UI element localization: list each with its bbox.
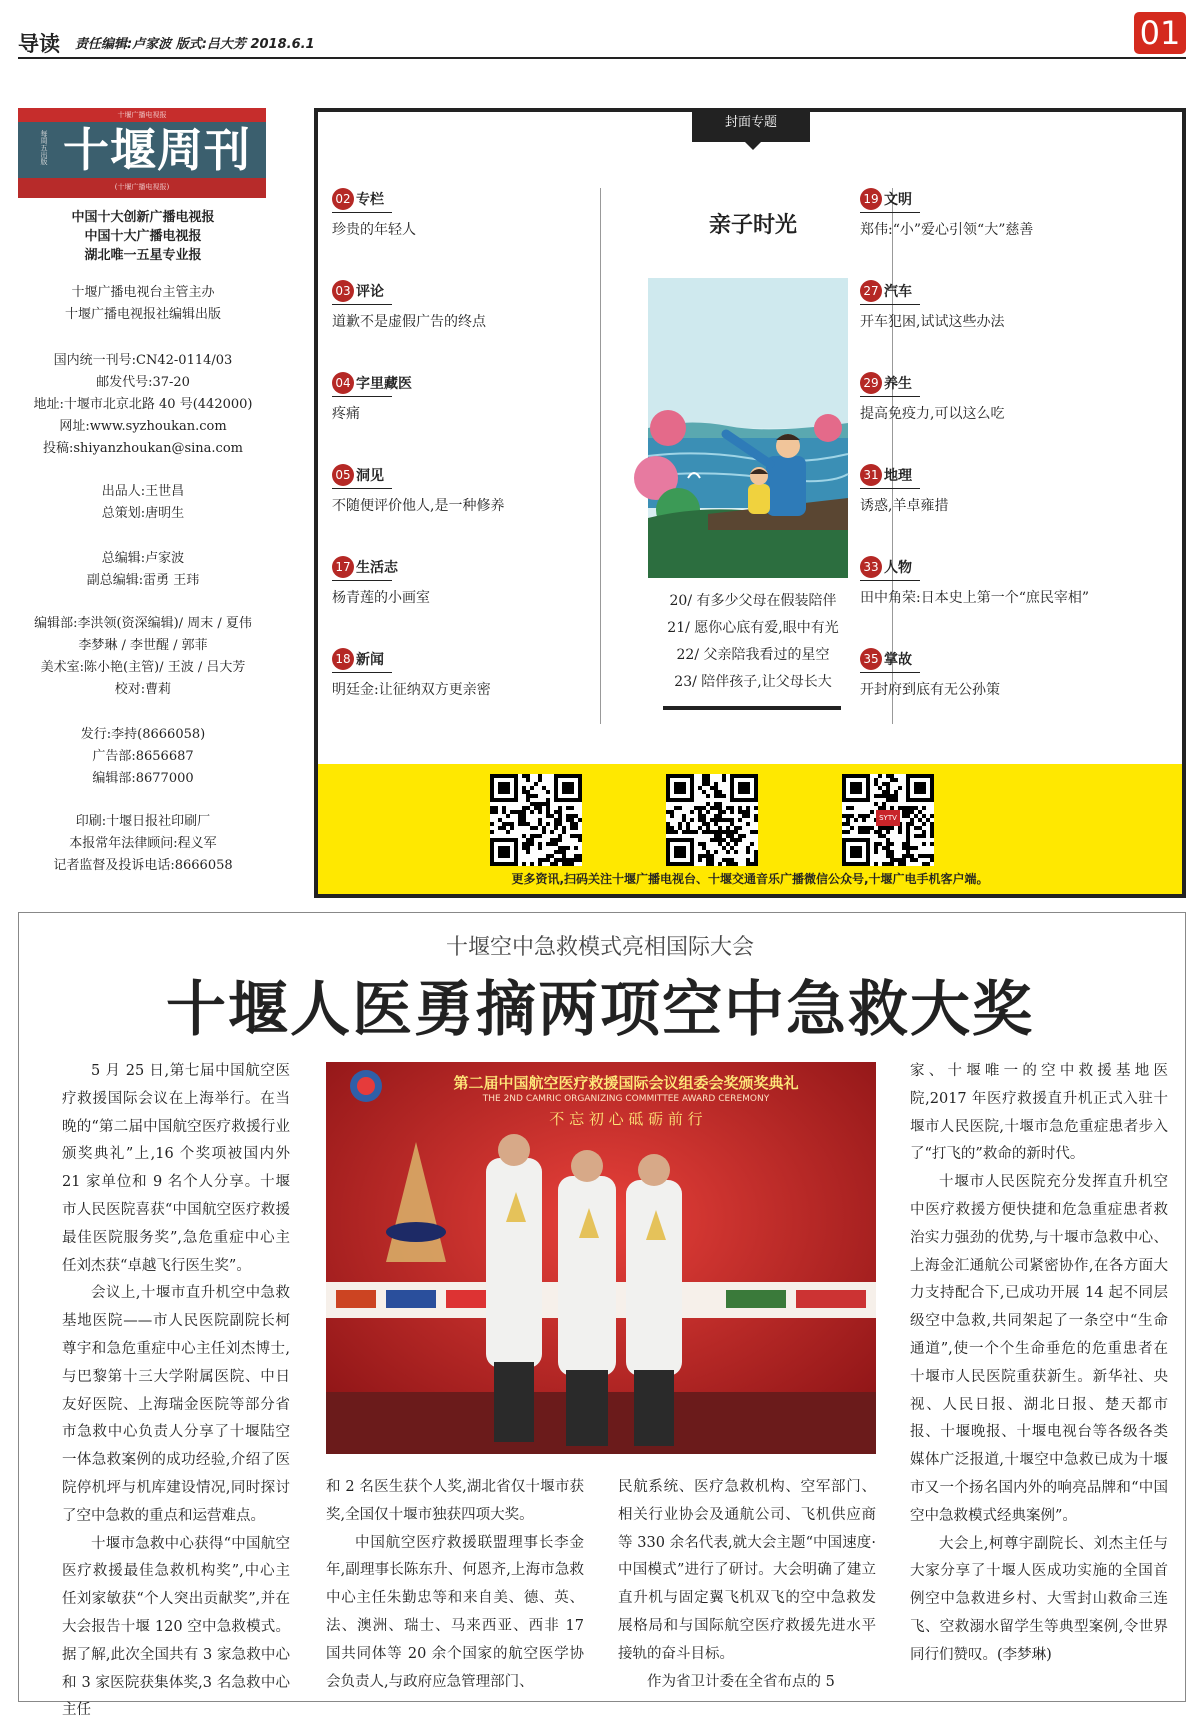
toc-category: 洞见	[356, 468, 384, 484]
print-line: 印刷:十堰日报社印刷厂	[75, 814, 211, 829]
sponsor-info	[18, 282, 268, 326]
toc-entry[interactable]	[860, 188, 1090, 239]
contact-info	[18, 724, 268, 790]
toc-underline	[332, 396, 392, 397]
publisher-line: 总策划:唐明生	[101, 506, 185, 521]
staff-line: 美术室:陈小艳(主管)/ 王波 / 吕大芳	[40, 660, 246, 675]
toc-page-number: 04	[332, 372, 354, 394]
publisher-info	[18, 481, 268, 525]
honors-list	[18, 208, 268, 265]
toc-category: 生活志	[356, 560, 398, 576]
toc-description: 郑伟:“小”爱心引领“大”慈善	[860, 222, 1034, 238]
registration-line: 国内统一刊号:CN42-0114/03	[53, 353, 233, 368]
masthead-top-line: 十堰广播电视报	[18, 108, 266, 122]
qr-code-radio[interactable]	[666, 774, 758, 866]
banner-title: 第二届中国航空医疗救援国际会议组委会奖颁奖典礼	[453, 1074, 799, 1092]
qr-banner	[318, 764, 1182, 894]
qr-caption: 更多资讯,扫码关注十堰广播电视台、十堰交通音乐广播微信公众号,十堰广电手机客户端。	[511, 872, 989, 886]
registration-info	[18, 350, 268, 460]
article-paragraph: 家、十堰唯一的空中救援基地医院,2017 年医疗救援直升机正式入驻十堰市人民医院,十堰市急危重症患者步入了“打飞的”救命的新时代。	[910, 1063, 1168, 1163]
special-topic-item[interactable]: 20/ 有多少父母在假装陪伴	[669, 593, 837, 609]
print-info	[18, 811, 268, 877]
editor-line: 副总编辑:雷勇 王玮	[86, 573, 200, 588]
qr-pattern-icon	[666, 774, 758, 866]
toc-page-number: 18	[332, 648, 354, 670]
article-kicker: 十堰空中急救模式亮相国际大会	[445, 935, 754, 960]
print-line: 记者监督及投诉电话:8666058	[53, 858, 233, 873]
toc-category: 文明	[884, 192, 912, 208]
cover-topic-tab: 封面专题	[692, 108, 810, 142]
toc-category: 评论	[356, 284, 384, 300]
toc-underline	[332, 212, 392, 213]
special-rule	[663, 706, 841, 710]
toc-description: 诱惑,羊卓雍措	[860, 498, 949, 514]
toc-category: 人物	[884, 560, 912, 576]
page-number: 01	[1134, 12, 1186, 54]
toc-description: 开封府到底有无公孙策	[860, 682, 1000, 698]
article-column-3	[618, 1474, 876, 1696]
toc-category: 地理	[884, 468, 912, 484]
toc-description: 不随便评价他人,是一种修养	[332, 498, 505, 514]
editor-meta: 责任编辑:卢家波 版式:吕大芳 2018.6.1	[75, 37, 315, 52]
special-topic-item[interactable]: 21/ 愿你心底有爱,眼中有光	[667, 620, 839, 636]
qr-code-tv[interactable]	[490, 774, 582, 866]
toc-page-number: 05	[332, 464, 354, 486]
toc-underline	[860, 396, 920, 397]
article-paragraph: 和 2 名医生获个人奖,湖北省仅十堰市获奖,全国仅十堰市独获四项大奖。	[326, 1479, 584, 1523]
masthead-title: 十堰周刊	[63, 123, 251, 177]
honor-line: 中国十大创新广播电视报	[71, 210, 215, 225]
article-paragraph: 作为省卫计委在全省布点的 5	[647, 1673, 835, 1690]
sponsor-line: 十堰广播电视报社编辑出版	[64, 307, 221, 322]
masthead-side-text: 每周五出版	[40, 130, 48, 165]
toc-category: 掌故	[884, 652, 912, 668]
toc-page-number: 31	[860, 464, 882, 486]
article-paragraph: 中国航空医疗救援联盟理事长李金年,副理事长陈东升、何恩齐,上海市急救中心主任朱勤忠等和来自美、德、英、法、澳洲、瑞士、马来西亚、西非 17 国共同体等 20 余个国家的航空医学协会负责人,与政府应急管理部门、	[326, 1534, 584, 1690]
masthead-subtitle: (十堰广播电视报)	[114, 183, 170, 191]
qr-pattern-icon	[490, 774, 582, 866]
toc-description: 杨青莲的小画室	[332, 590, 430, 606]
toc-page-number: 17	[332, 556, 354, 578]
toc-page-number: 19	[860, 188, 882, 210]
contact-line: 编辑部:8677000	[92, 771, 194, 786]
header-rule	[18, 57, 1186, 59]
toc-entry[interactable]	[332, 648, 562, 699]
toc-page-number: 02	[332, 188, 354, 210]
registration-line: 地址:十堰市北京北路 40 号(442000)	[33, 397, 253, 412]
masthead-logo	[18, 108, 266, 198]
staff-line: 李梦琳 / 李世醒 / 郭菲	[78, 638, 208, 653]
toc-entry[interactable]	[332, 372, 562, 423]
table-of-contents	[314, 108, 1186, 898]
staff-line: 校对:曹莉	[114, 682, 172, 697]
honor-line: 中国十大广播电视报	[84, 229, 202, 244]
article-column-2	[326, 1474, 584, 1696]
banner-english: THE 2ND CAMRIC ORGANIZING COMMITTEE AWARD CEREMONY	[482, 1094, 770, 1104]
toc-description: 提高免疫力,可以这么吃	[860, 406, 1005, 422]
article-paragraph: 十堰市急救中心获得“中国航空医疗救援最佳急救机构奖”,中心主任刘家敏获“个人突出贡献奖”,并在大会报告十堰 120 空中急救模式。据了解,此次全国共有 3 家急救中心和 3 家医院获集体奖,3 名急救中心主任	[62, 1535, 290, 1719]
special-topic-item[interactable]: 23/ 陪伴孩子,让父母长大	[674, 674, 832, 690]
article-paragraph: 会议上,十堰市直升机空中急救基地医院——市人民医院副院长柯尊宇和急危重症中心主任刘杰博士,与巴黎第十三大学附属医院、中日友好医院、上海瑞金医院等部分省市急救中心负责人分享了十堰陆空一体急救案例的成功经验,介绍了医院停机坪与机库建设情况,同时探讨了空中急救的重点和运营难点。	[62, 1285, 290, 1524]
toc-underline	[860, 304, 920, 305]
toc-underline	[332, 304, 392, 305]
toc-entry[interactable]	[332, 188, 562, 239]
toc-entry[interactable]	[332, 556, 562, 607]
contact-line: 发行:李持(8666058)	[80, 727, 206, 742]
toc-underline	[332, 488, 392, 489]
toc-entry[interactable]	[860, 464, 1090, 515]
toc-description: 珍贵的年轻人	[332, 222, 416, 238]
toc-underline	[332, 580, 392, 581]
toc-category: 字里藏医	[356, 376, 412, 392]
article-paragraph: 十堰市人民医院充分发挥直升机空中医疗救援方便快捷和危急重症患者救治实力强劲的优势,与十堰市急救中心、上海金汇通航公司紧密协作,在各方面大力支持配合下,已成功开展 14 起不同层级空中急救,共同架起了一条空中“生命通道”,使一个个生命垂危的危重患者在十堰市人民医院重获新生。新华社、央视、人民日报、湖北日报、楚天都市报、十堰晚报、十堰电视台等各级各类媒体广泛报道,十堰空中急救已成为十堰市又一个扬名国内外的响亮品牌和“中国空中急救模式经典案例”。	[910, 1174, 1168, 1524]
article-paragraph: 5 月 25 日,第七届中国航空医疗救援国际会议在上海举行。在当晚的“第二届中国航空医疗救援行业颁奖典礼”上,16 个奖项被国内外 21 家单位和 9 名个人分享。十堰市人民医院喜获“中国航空医疗救援最佳医院服务奖”,急危重症中心主任刘杰获“卓越飞行医生奖”。	[62, 1063, 290, 1274]
section-title: 导读	[18, 32, 60, 56]
toc-category: 新闻	[356, 652, 384, 668]
registration-line: 网址:www.syzhoukan.com	[59, 419, 227, 434]
editor-line: 总编辑:卢家波	[101, 551, 185, 566]
publisher-line: 出品人:王世昌	[101, 484, 185, 499]
toc-description: 田中角荣:日本史上第一个“庶民宰相”	[860, 590, 1090, 606]
banner-motto: 不 忘 初 心 砥 砺 前 行	[549, 1110, 703, 1128]
toc-page-number: 35	[860, 648, 882, 670]
column-divider	[600, 188, 601, 724]
staff-info	[18, 613, 268, 701]
special-topic-item[interactable]: 22/ 父亲陪我看过的星空	[676, 647, 830, 663]
editor-info	[18, 548, 268, 592]
toc-entry[interactable]	[332, 464, 562, 515]
special-topic-title: 亲子时光	[708, 212, 797, 238]
award-ceremony-photo	[326, 1062, 876, 1454]
toc-description: 疼痛	[332, 406, 360, 422]
contact-line: 广告部:8656687	[92, 749, 194, 764]
parent-child-illustration	[648, 278, 848, 578]
honor-line: 湖北唯一五星专业报	[84, 248, 202, 263]
article-column-1	[62, 1058, 290, 1725]
toc-page-number: 29	[860, 372, 882, 394]
article-column-4	[910, 1058, 1168, 1670]
toc-page-number: 33	[860, 556, 882, 578]
toc-underline	[860, 488, 920, 489]
sytv-logo: SYTV	[876, 810, 900, 826]
qr-code-app[interactable]	[842, 774, 934, 866]
toc-category: 养生	[884, 376, 912, 392]
tab-arrow-icon	[745, 142, 761, 150]
toc-entry[interactable]	[332, 280, 562, 331]
article-headline: 十堰人医勇摘两项空中急救大奖	[166, 975, 1034, 1045]
registration-line: 邮发代号:37-20	[96, 375, 190, 390]
sponsor-line: 十堰广播电视台主管主办	[71, 285, 215, 300]
registration-line: 投稿:shiyanzhoukan@sina.com	[43, 441, 243, 456]
toc-category: 汽车	[884, 284, 912, 300]
toc-entry[interactable]	[860, 372, 1090, 423]
print-line: 本报常年法律顾问:程义军	[69, 836, 217, 851]
masthead-band	[18, 122, 266, 178]
toc-underline	[860, 580, 920, 581]
toc-category: 专栏	[356, 192, 384, 208]
toc-description: 开车犯困,试试这些办法	[860, 314, 1005, 330]
toc-description: 明廷金:让征纳双方更亲密	[332, 682, 491, 698]
toc-entry[interactable]	[860, 280, 1090, 331]
article-paragraph: 民航系统、医疗急救机构、空军部门、相关行业协会及通航公司、飞机供应商等 330 余名代表,就大会主题“中国速度·中国模式”进行了研讨。大会明确了建立直升机与固定翼飞机双飞的空中急救发展格局和与国际航空医疗救援先进水平接轨的奋斗目标。	[618, 1479, 876, 1662]
toc-page-number: 03	[332, 280, 354, 302]
staff-line: 编辑部:李洪领(资深编辑)/ 周末 / 夏伟	[34, 616, 252, 631]
toc-description: 道歉不是虚假广告的终点	[332, 314, 486, 330]
toc-underline	[332, 672, 392, 673]
article-paragraph: 大会上,柯尊宇副院长、刘杰主任与大家分享了十堰人医成功实施的全国首例空中急救进乡村、大雪封山救命三连飞、空救溺水留学生等典型案例,令世界同行们赞叹。(李梦琳)	[910, 1535, 1168, 1663]
toc-page-number: 27	[860, 280, 882, 302]
